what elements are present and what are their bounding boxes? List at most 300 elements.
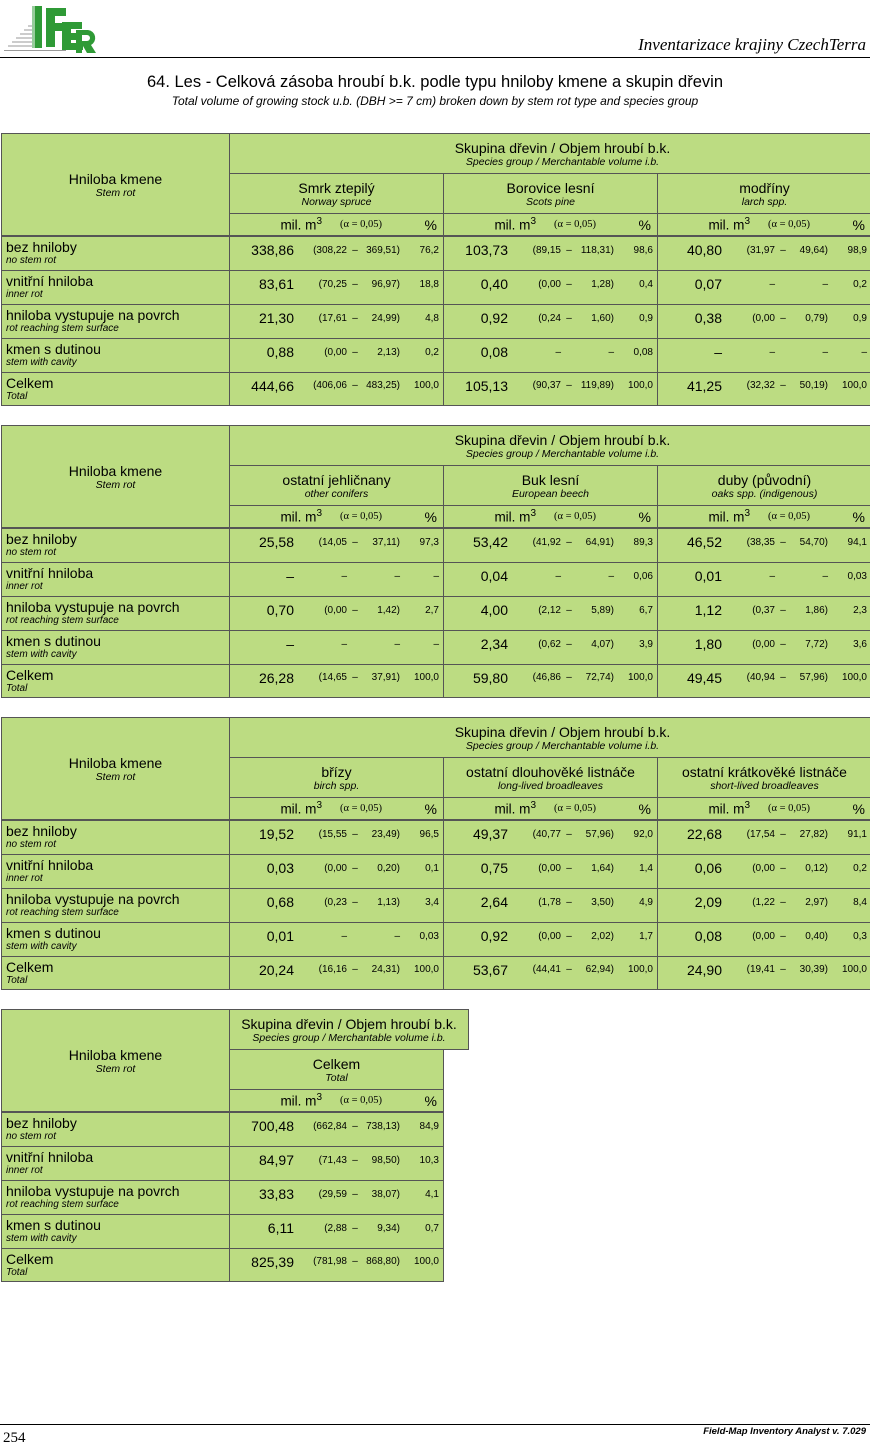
volume-value: 0,08 xyxy=(480,344,508,360)
row-label xyxy=(1,820,230,855)
volume-value: 0,08 xyxy=(694,928,722,944)
alpha-label: (α = 0,05) xyxy=(767,803,811,814)
species-name-en: Total xyxy=(325,1071,348,1084)
unit-mil-text: mil. m xyxy=(494,217,531,233)
value-cell xyxy=(229,1248,444,1282)
stem-rot-label-en: Stem rot xyxy=(95,186,136,199)
row-label-cz: Celkem xyxy=(6,667,54,683)
unit-header xyxy=(229,505,444,528)
value-cell xyxy=(657,922,870,957)
stem-rot-header xyxy=(1,133,230,236)
species-group-header xyxy=(229,133,870,174)
ci-dash: – xyxy=(566,312,572,324)
ci-upper: 27,82) xyxy=(799,828,828,840)
ci-lower: (15,55 xyxy=(318,828,347,840)
value-cell xyxy=(229,372,444,406)
value-cell xyxy=(657,372,870,406)
unit-mil-text: mil. m xyxy=(280,1093,317,1109)
value-cell xyxy=(443,304,658,339)
value-cell xyxy=(229,1180,444,1215)
row-label xyxy=(1,372,230,406)
value-cell xyxy=(443,528,658,563)
row-label xyxy=(1,1180,230,1215)
ci-upper: 2,02) xyxy=(591,930,614,942)
stem-rot-table xyxy=(1,1009,869,1281)
ci-lower: – xyxy=(341,638,347,650)
value-cell xyxy=(229,922,444,957)
volume-value: 1,80 xyxy=(694,636,722,652)
ci-dash: – xyxy=(352,1120,358,1132)
row-label-cz: bez hniloby xyxy=(6,239,77,255)
species-name-en: short-lived broadleaves xyxy=(710,779,819,792)
row-label-cz: kmen s dutinou xyxy=(6,633,101,649)
ci-dash: – xyxy=(780,930,786,942)
unit-sup: 3 xyxy=(316,216,322,228)
species-name: ostatní jehličnany xyxy=(282,471,391,488)
unit-header xyxy=(443,797,658,820)
value-cell xyxy=(229,854,444,889)
row-label xyxy=(1,854,230,889)
volume-value: 0,92 xyxy=(480,310,508,326)
row-label xyxy=(1,1146,230,1181)
volume-value: 103,73 xyxy=(465,242,508,258)
row-label-cz: Celkem xyxy=(6,375,54,391)
ci-upper: 38,07) xyxy=(371,1188,400,1200)
unit-header xyxy=(443,505,658,528)
ci-upper: 118,31) xyxy=(580,244,614,256)
ci-lower: – xyxy=(769,570,775,582)
ci-dash: – xyxy=(352,604,358,616)
volume-value: 0,92 xyxy=(480,928,508,944)
value-cell xyxy=(657,562,870,597)
volume-value: – xyxy=(286,568,294,584)
ci-lower: (0,00 xyxy=(752,930,775,942)
ci-lower: (0,00 xyxy=(752,312,775,324)
volume-value: 19,52 xyxy=(258,826,294,842)
percent-value: 0,9 xyxy=(853,312,867,324)
row-label-cz: bez hniloby xyxy=(6,531,77,547)
alpha-label: (α = 0,05) xyxy=(767,219,811,230)
percent-label: % xyxy=(852,216,865,233)
unit-mil-label xyxy=(664,800,750,817)
percent-label: % xyxy=(638,800,651,817)
ci-lower: – xyxy=(555,346,561,358)
volume-value: 24,90 xyxy=(686,961,722,978)
row-label xyxy=(1,338,230,373)
value-cell xyxy=(443,888,658,923)
percent-value: – xyxy=(861,346,867,358)
ci-upper: 96,97) xyxy=(371,278,400,290)
value-cell xyxy=(229,270,444,305)
value-cell xyxy=(443,372,658,406)
ci-dash: – xyxy=(352,244,358,256)
percent-value: 96,5 xyxy=(419,828,439,840)
alpha-label: (α = 0,05) xyxy=(553,511,597,522)
ci-lower: (17,61 xyxy=(318,312,347,324)
row-label-en: Total xyxy=(6,391,28,402)
volume-value: 4,00 xyxy=(480,602,508,618)
value-cell xyxy=(443,956,658,990)
ci-upper: 62,94) xyxy=(585,964,614,975)
unit-mil-label xyxy=(450,800,536,817)
ci-lower: – xyxy=(555,570,561,582)
unit-mil-label xyxy=(664,216,750,233)
ci-dash: – xyxy=(566,380,572,391)
ci-dash: – xyxy=(352,964,358,975)
value-cell xyxy=(657,888,870,923)
row-label-en: inner rot xyxy=(6,289,43,300)
stem-rot-label: Hniloba kmene xyxy=(68,1046,163,1063)
ci-lower: (662,84 xyxy=(313,1120,347,1132)
ci-dash: – xyxy=(780,380,786,391)
unit-header xyxy=(443,213,658,236)
row-label xyxy=(1,956,230,990)
percent-value: – xyxy=(433,638,439,650)
row-label xyxy=(1,1248,230,1282)
ci-lower: (0,00 xyxy=(752,862,775,874)
unit-mil-label xyxy=(236,216,322,233)
percent-label: % xyxy=(424,800,437,817)
volume-value: 59,80 xyxy=(472,669,508,686)
ci-lower: (0,62 xyxy=(538,638,561,650)
ci-upper: – xyxy=(822,278,828,290)
volume-value: 0,07 xyxy=(694,276,722,292)
ci-lower: (70,25 xyxy=(318,278,347,290)
percent-value: 1,7 xyxy=(639,930,653,942)
species-name: Celkem xyxy=(312,1055,361,1072)
ci-dash: – xyxy=(352,672,358,683)
row-label-cz: hniloba vystupuje na povrch xyxy=(6,1183,180,1199)
percent-value: 8,4 xyxy=(853,896,867,908)
alpha-label: (α = 0,05) xyxy=(339,803,383,814)
alpha-label: (α = 0,05) xyxy=(339,1095,383,1106)
percent-value: 100,0 xyxy=(627,964,653,975)
row-label-en: rot reaching stem surface xyxy=(6,323,119,334)
row-label-en: stem with cavity xyxy=(6,941,77,952)
species-name-en: European beech xyxy=(511,487,590,500)
percent-value: 92,0 xyxy=(633,828,653,840)
value-cell xyxy=(657,664,870,698)
species-name-en: birch spp. xyxy=(313,779,360,792)
percent-value: 100,0 xyxy=(841,672,867,683)
stem-rot-label-en: Stem rot xyxy=(95,478,136,491)
volume-value: 105,13 xyxy=(465,377,508,394)
volume-value: 0,88 xyxy=(266,344,294,360)
ci-upper: 30,39) xyxy=(799,964,828,975)
volume-value: 6,11 xyxy=(267,1220,294,1236)
ci-upper: 1,13) xyxy=(377,896,400,908)
species-name: ostatní dlouhověké listnáče xyxy=(466,763,635,780)
ci-upper: 483,25) xyxy=(366,380,400,391)
percent-value: 100,0 xyxy=(413,1256,439,1267)
row-label xyxy=(1,528,230,563)
ci-upper: – xyxy=(822,346,828,358)
percent-value: 0,4 xyxy=(639,278,653,290)
ci-upper: 119,89) xyxy=(580,380,614,391)
value-cell xyxy=(443,270,658,305)
species-name: břízy xyxy=(321,763,352,780)
stem-rot-label: Hniloba kmene xyxy=(68,170,163,187)
row-label-en: rot reaching stem surface xyxy=(6,615,119,626)
row-label-en: inner rot xyxy=(6,1165,43,1176)
ci-lower: (71,43 xyxy=(318,1154,347,1166)
volume-value: 1,12 xyxy=(694,602,722,618)
row-label-en: stem with cavity xyxy=(6,649,77,660)
software-credit: Field-Map Inventory Analyst v. 7.029 xyxy=(703,1426,866,1437)
volume-value: 22,68 xyxy=(686,826,722,842)
value-cell xyxy=(229,1112,444,1147)
ci-dash: – xyxy=(780,604,786,616)
ci-upper: 23,49) xyxy=(371,828,400,840)
row-label xyxy=(1,236,230,271)
alpha-label: (α = 0,05) xyxy=(553,803,597,814)
percent-value: 3,6 xyxy=(853,638,867,650)
ci-upper: 50,19) xyxy=(799,380,828,391)
percent-value: 0,1 xyxy=(425,862,439,874)
row-label xyxy=(1,664,230,698)
percent-value: 100,0 xyxy=(841,964,867,975)
ci-upper: 37,91) xyxy=(371,672,400,683)
percent-value: 98,6 xyxy=(633,244,653,256)
value-cell xyxy=(443,820,658,855)
percent-label: % xyxy=(638,508,651,525)
species-group-label-en: Species group / Merchantable volume i.b. xyxy=(465,447,660,460)
percent-value: 10,3 xyxy=(419,1154,439,1166)
unit-mil-label xyxy=(450,216,536,233)
ci-upper: – xyxy=(394,570,400,582)
species-name: ostatní krátkověké listnáče xyxy=(682,763,847,780)
species-group-header xyxy=(229,717,870,758)
stem-rot-label: Hniloba kmene xyxy=(68,462,163,479)
alpha-label: (α = 0,05) xyxy=(767,511,811,522)
value-cell xyxy=(657,528,870,563)
row-label-cz: bez hniloby xyxy=(6,1115,77,1131)
unit-mil-label xyxy=(236,800,322,817)
species-group-label-en: Species group / Merchantable volume i.b. xyxy=(465,739,660,752)
ci-lower: (14,05 xyxy=(318,536,347,548)
unit-header xyxy=(657,505,870,528)
volume-value: 41,25 xyxy=(686,377,722,394)
unit-header xyxy=(229,1089,444,1112)
ci-dash: – xyxy=(352,862,358,874)
ci-upper: 0,20) xyxy=(377,862,400,874)
volume-value: 49,45 xyxy=(686,669,722,686)
ci-upper: 3,50) xyxy=(591,896,614,908)
ci-upper: 4,07) xyxy=(591,638,614,650)
volume-value: 20,24 xyxy=(258,961,294,978)
percent-value: 2,3 xyxy=(853,604,867,616)
ci-upper: 24,31) xyxy=(371,964,400,975)
unit-mil-text: mil. m xyxy=(708,509,745,525)
unit-header xyxy=(229,213,444,236)
alpha-label: (α = 0,05) xyxy=(339,219,383,230)
row-label xyxy=(1,304,230,339)
percent-value: 0,7 xyxy=(425,1222,439,1234)
volume-value: 53,42 xyxy=(472,534,508,550)
ci-lower: (0,00 xyxy=(538,862,561,874)
species-group-header xyxy=(229,1009,469,1050)
volume-value: 2,64 xyxy=(480,894,508,910)
value-cell xyxy=(229,888,444,923)
unit-mil-text: mil. m xyxy=(280,509,317,525)
percent-value: 76,2 xyxy=(419,244,439,256)
row-label-cz: Celkem xyxy=(6,959,54,975)
ci-lower: (40,94 xyxy=(746,672,775,683)
volume-value: 0,06 xyxy=(694,860,722,876)
percent-value: 100,0 xyxy=(413,672,439,683)
value-cell xyxy=(657,820,870,855)
unit-header xyxy=(657,213,870,236)
value-cell xyxy=(657,854,870,889)
percent-label: % xyxy=(638,216,651,233)
species-group-header xyxy=(229,425,870,466)
ci-lower: (46,86 xyxy=(532,672,561,683)
ci-upper: 98,50) xyxy=(371,1154,400,1166)
row-label-en: no stem rot xyxy=(6,839,57,850)
page-header xyxy=(0,0,870,60)
stem-rot-header xyxy=(1,1009,230,1112)
percent-label: % xyxy=(424,1092,437,1109)
ci-dash: – xyxy=(352,536,358,548)
alpha-label: (α = 0,05) xyxy=(339,511,383,522)
ci-dash: – xyxy=(352,1154,358,1166)
species-group-label-en: Species group / Merchantable volume i.b. xyxy=(252,1031,446,1044)
value-cell xyxy=(443,562,658,597)
ci-lower: (40,77 xyxy=(532,828,561,840)
volume-value: 700,48 xyxy=(251,1118,294,1134)
percent-label: % xyxy=(852,508,865,525)
value-cell xyxy=(229,1214,444,1249)
stem-rot-label-en: Stem rot xyxy=(95,1062,136,1075)
volume-value: 338,86 xyxy=(251,242,294,258)
volume-value: 0,01 xyxy=(266,928,294,944)
ci-dash: – xyxy=(566,896,572,908)
volume-value: 0,70 xyxy=(266,602,294,618)
value-cell xyxy=(229,304,444,339)
volume-value: 83,61 xyxy=(258,276,294,292)
row-label-cz: vnitřní hniloba xyxy=(6,1149,94,1165)
ci-dash: – xyxy=(566,278,572,290)
species-name-en: Scots pine xyxy=(525,195,576,208)
ci-lower: (2,88 xyxy=(324,1222,347,1234)
ci-upper: – xyxy=(394,930,400,942)
ci-upper: – xyxy=(394,638,400,650)
ci-dash: – xyxy=(780,244,786,256)
ci-lower: – xyxy=(769,346,775,358)
percent-value: 0,9 xyxy=(639,312,653,324)
ci-upper: 9,34) xyxy=(377,1222,400,1234)
percent-value: 6,7 xyxy=(639,604,653,616)
row-label xyxy=(1,630,230,665)
unit-mil-text: mil. m xyxy=(494,801,531,817)
species-name-en: oaks spp. (indigenous) xyxy=(711,487,818,500)
unit-header xyxy=(229,797,444,820)
unit-sup: 3 xyxy=(530,216,536,228)
species-header xyxy=(229,757,444,798)
unit-mil-text: mil. m xyxy=(280,217,317,233)
row-label-en: stem with cavity xyxy=(6,1233,77,1244)
percent-value: 3,9 xyxy=(639,638,653,650)
volume-value: 2,09 xyxy=(694,894,722,910)
unit-mil-text: mil. m xyxy=(708,217,745,233)
ifer-logo xyxy=(4,2,100,56)
row-label-en: no stem rot xyxy=(6,255,57,266)
volume-value: 825,39 xyxy=(251,1253,294,1270)
ci-lower: (0,23 xyxy=(324,896,347,908)
stem-rot-label-en: Stem rot xyxy=(95,770,136,783)
ci-lower: – xyxy=(341,570,347,582)
row-label xyxy=(1,888,230,923)
species-name-en: other conifers xyxy=(304,487,369,500)
percent-value: – xyxy=(433,570,439,582)
ci-upper: 24,99) xyxy=(371,312,400,324)
unit-sup: 3 xyxy=(744,800,750,812)
stem-rot-label: Hniloba kmene xyxy=(68,754,163,771)
ci-dash: – xyxy=(352,346,358,358)
percent-value: 0,03 xyxy=(419,930,439,942)
value-cell xyxy=(443,596,658,631)
row-label-en: Total xyxy=(6,1267,28,1278)
ci-dash: – xyxy=(780,828,786,840)
value-cell xyxy=(443,630,658,665)
stem-rot-table xyxy=(1,133,869,405)
ci-upper: 2,97) xyxy=(805,896,828,908)
row-label xyxy=(1,1214,230,1249)
ci-dash: – xyxy=(780,672,786,683)
ci-lower: (308,22 xyxy=(313,244,347,256)
volume-value: 444,66 xyxy=(251,377,294,394)
species-name: duby (původní) xyxy=(717,471,812,488)
ci-lower: (0,00 xyxy=(752,638,775,650)
percent-value: 89,3 xyxy=(633,536,653,548)
volume-value: 21,30 xyxy=(258,310,294,326)
ci-upper: 369,51) xyxy=(366,244,400,256)
percent-value: 0,3 xyxy=(853,930,867,942)
value-cell xyxy=(229,528,444,563)
percent-value: 0,2 xyxy=(425,346,439,358)
species-group-label: Skupina dřevin / Objem hroubí b.k. xyxy=(454,723,671,740)
ci-dash: – xyxy=(566,930,572,942)
unit-header xyxy=(657,797,870,820)
unit-sup: 3 xyxy=(316,1092,322,1104)
ci-lower: (16,16 xyxy=(318,964,347,975)
species-name: Smrk ztepilý xyxy=(298,179,375,196)
row-label-cz: kmen s dutinou xyxy=(6,925,101,941)
ci-upper: 1,42) xyxy=(377,604,400,616)
row-label-cz: Celkem xyxy=(6,1251,54,1267)
row-label-cz: vnitřní hniloba xyxy=(6,565,94,581)
volume-value: 84,97 xyxy=(258,1152,294,1168)
percent-value: 91,1 xyxy=(847,828,867,840)
species-name-en: larch spp. xyxy=(741,195,788,208)
row-label xyxy=(1,270,230,305)
percent-value: 97,3 xyxy=(419,536,439,548)
ci-dash: – xyxy=(566,828,572,840)
percent-value: 2,7 xyxy=(425,604,439,616)
ci-upper: 1,64) xyxy=(591,862,614,874)
value-cell xyxy=(657,270,870,305)
ci-upper: 49,64) xyxy=(799,244,828,256)
row-label-cz: vnitřní hniloba xyxy=(6,857,94,873)
value-cell xyxy=(229,338,444,373)
volume-value: – xyxy=(286,636,294,652)
species-header xyxy=(229,465,444,506)
ci-dash: – xyxy=(566,964,572,975)
species-name-en: Norway spruce xyxy=(301,195,372,208)
species-header xyxy=(657,757,870,798)
value-cell xyxy=(443,664,658,698)
ci-dash: – xyxy=(352,896,358,908)
